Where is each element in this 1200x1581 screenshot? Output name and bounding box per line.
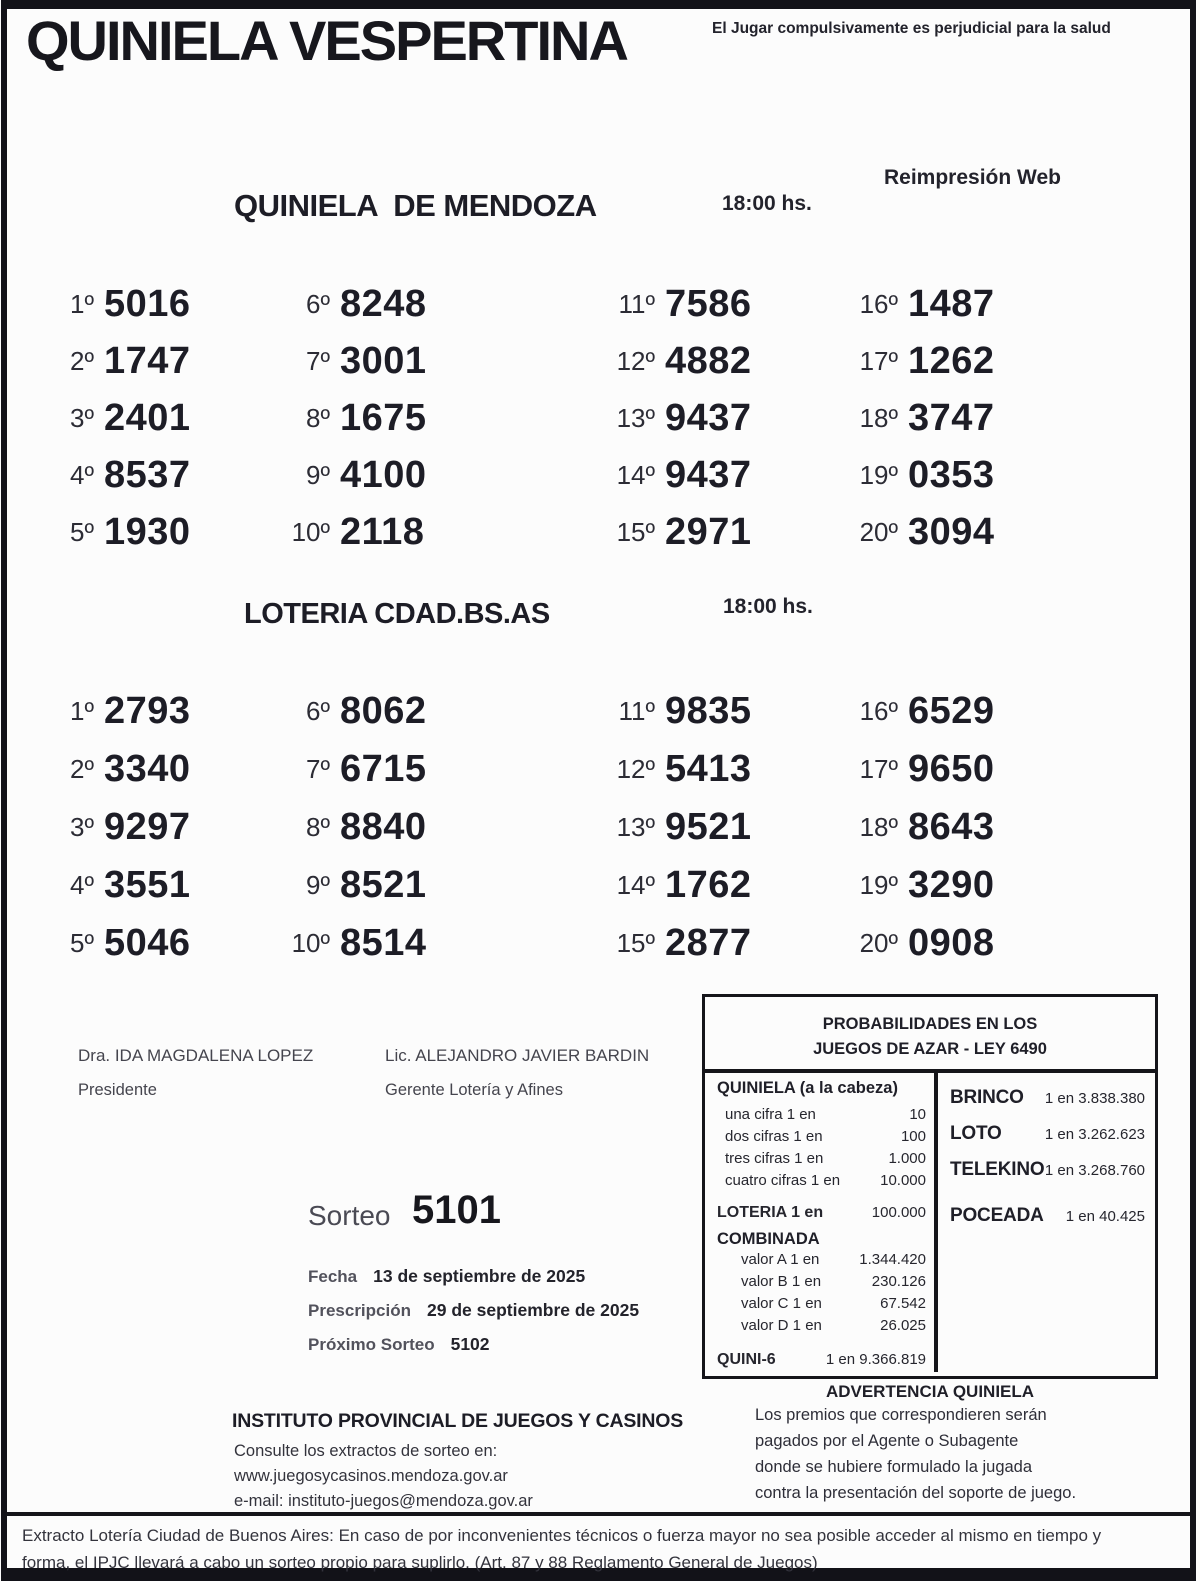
game-odds-value: 1 en 3.268.760	[1044, 1162, 1145, 1179]
result-item	[848, 740, 1088, 798]
quini6-odds-row	[717, 1349, 926, 1371]
odds-row	[717, 1104, 926, 1126]
odds-label: LOTERIA 1 en	[717, 1204, 824, 1221]
result-item	[605, 914, 848, 972]
official-president	[78, 1046, 313, 1100]
odds-value: 26.025	[880, 1317, 926, 1334]
result-number: 2118	[340, 511, 425, 553]
result-number: 1930	[104, 511, 191, 553]
result-number: 4882	[665, 340, 752, 382]
loteria-odds-row	[717, 1202, 926, 1224]
result-position: 18º	[859, 403, 898, 433]
result-position: 16º	[859, 289, 898, 319]
result-position: 8º	[306, 403, 330, 433]
result-number: 1675	[340, 397, 427, 439]
game-name: LOTO	[950, 1123, 1002, 1144]
result-item	[44, 856, 280, 914]
result-item	[848, 682, 1088, 740]
official-role: Presidente	[78, 1081, 157, 1099]
sorteo-number: 5101	[412, 1188, 501, 1232]
result-position: 7º	[306, 753, 330, 784]
game-odds-row	[950, 1159, 1145, 1181]
consulte-text: Consulte los extractos de sorteo en:	[234, 1442, 498, 1460]
mendoza-draw-time: 18:00 hs.	[722, 192, 812, 215]
result-position: 20º	[859, 517, 898, 547]
result-item	[848, 856, 1088, 914]
result-position: 5º	[70, 927, 94, 958]
result-position: 5º	[70, 517, 94, 547]
result-position: 6º	[306, 289, 330, 319]
result-position: 9º	[306, 460, 330, 490]
sorteo-label: Sorteo	[308, 1200, 391, 1231]
result-item	[44, 682, 280, 740]
result-number: 9650	[908, 747, 995, 790]
odds-value: 67.542	[880, 1295, 926, 1312]
reprint-web-label: Reimpresión Web	[884, 166, 1061, 189]
result-number: 3290	[908, 863, 995, 906]
advertencia-title: ADVERTENCIA QUINIELA	[825, 1382, 1035, 1401]
official-name: Dra. IDA MAGDALENA LOPEZ	[78, 1046, 314, 1065]
instituto-name: INSTITUTO PROVINCIAL DE JUEGOS Y CASINOS	[232, 1410, 684, 1432]
result-number: 8062	[340, 689, 427, 732]
odds-row	[717, 1126, 926, 1148]
proximo-sorteo-row	[308, 1334, 490, 1355]
result-number: 5046	[104, 921, 191, 964]
result-item	[848, 333, 1088, 390]
result-position: 6º	[306, 695, 330, 726]
result-number: 6715	[340, 747, 427, 790]
probabilities-box	[702, 994, 1158, 1379]
odds-label: dos cifras 1 en	[725, 1128, 823, 1145]
result-number: 1487	[908, 283, 995, 325]
result-number: 8840	[340, 805, 427, 848]
result-item	[605, 333, 848, 390]
result-item	[848, 276, 1088, 333]
result-number: 8537	[104, 454, 191, 496]
proximo-sorteo-label: Próximo Sorteo	[308, 1335, 435, 1354]
result-position: 10º	[291, 927, 330, 958]
odds-label: valor D 1 en	[741, 1317, 822, 1334]
official-name: Lic. ALEJANDRO JAVIER BARDIN	[385, 1046, 650, 1065]
bsas-section-title: LOTERIA CDAD.BS.AS	[244, 598, 550, 630]
result-position: 14º	[616, 869, 655, 900]
result-item	[44, 447, 280, 504]
odds-row	[717, 1271, 926, 1293]
odds-row	[717, 1148, 926, 1170]
result-item	[280, 504, 605, 561]
odds-label: QUINI-6	[717, 1351, 776, 1368]
result-item	[605, 682, 848, 740]
result-position: 17º	[859, 346, 898, 376]
fecha-row	[308, 1266, 585, 1287]
result-item	[280, 333, 605, 390]
result-number: 5016	[104, 283, 191, 325]
probabilities-title	[705, 997, 1155, 1073]
result-item	[605, 740, 848, 798]
odds-value: 1.000	[888, 1150, 926, 1167]
result-position: 9º	[306, 869, 330, 900]
prescripcion-label: Prescripción	[308, 1301, 411, 1320]
result-position: 7º	[306, 346, 330, 376]
odds-label: cuatro cifras 1 en	[725, 1172, 841, 1189]
result-number: 3094	[908, 511, 995, 553]
quiniela-odds-header: QUINIELA (a la cabeza)	[717, 1079, 898, 1097]
result-number: 0908	[908, 921, 995, 964]
game-name: POCEADA	[950, 1205, 1044, 1226]
advertencia-line: donde se hubiere formulado la jugada	[755, 1458, 1033, 1476]
mendoza-section-title: QUINIELA DE MENDOZA	[234, 188, 597, 223]
result-position: 1º	[70, 695, 94, 726]
odds-value: 10.000	[880, 1172, 926, 1189]
game-name: TELEKINO	[950, 1159, 1045, 1180]
odds-label: valor C 1 en	[741, 1295, 822, 1312]
prescripcion-row	[308, 1300, 639, 1321]
result-item	[848, 504, 1088, 561]
result-position: 12º	[616, 346, 655, 376]
result-position: 3º	[70, 811, 94, 842]
official-manager	[385, 1046, 649, 1100]
result-position: 19º	[859, 460, 898, 490]
result-item	[605, 504, 848, 561]
result-number: 1262	[908, 340, 995, 382]
game-odds-value: 1 en 3.262.623	[1044, 1126, 1145, 1143]
result-item	[280, 390, 605, 447]
result-item	[848, 390, 1088, 447]
result-position: 11º	[618, 695, 655, 726]
probabilities-body	[705, 1073, 1155, 1372]
result-position: 10º	[291, 517, 330, 547]
result-item	[280, 856, 605, 914]
result-item	[280, 276, 605, 333]
odds-row	[717, 1249, 926, 1271]
result-position: 13º	[616, 811, 655, 842]
result-position: 11º	[618, 289, 655, 319]
result-position: 18º	[859, 811, 898, 842]
game-odds-value: 1 en 40.425	[1065, 1208, 1145, 1225]
result-number: 7586	[665, 283, 752, 325]
result-item	[605, 856, 848, 914]
result-number: 8514	[340, 921, 427, 964]
advertencia-line: pagados por el Agente o Subagente	[755, 1432, 1019, 1450]
game-odds-row	[950, 1123, 1145, 1145]
footer-divider	[7, 1512, 1190, 1516]
result-item	[44, 740, 280, 798]
result-number: 2401	[104, 397, 191, 439]
odds-value: 1 en 9.366.819	[825, 1351, 926, 1368]
result-item	[44, 504, 280, 561]
advertencia-line: Los premios que correspondieren serán	[755, 1406, 1047, 1424]
fecha-label: Fecha	[308, 1267, 358, 1286]
probabilities-title-line1: PROBABILIDADES EN LOS	[822, 1015, 1038, 1033]
result-position: 2º	[70, 346, 94, 376]
result-position: 12º	[616, 753, 655, 784]
result-number: 9437	[665, 454, 752, 496]
result-item	[605, 798, 848, 856]
result-number: 1762	[665, 863, 752, 906]
bsas-results-grid	[44, 682, 1088, 972]
footer-disclaimer	[22, 1522, 1172, 1576]
advertencia-text	[755, 1404, 1175, 1508]
result-item	[280, 798, 605, 856]
result-number: 4100	[340, 454, 427, 496]
odds-value: 100	[900, 1128, 926, 1145]
game-odds-row	[950, 1205, 1145, 1227]
result-number: 3747	[908, 397, 995, 439]
result-item	[605, 390, 848, 447]
footer-line: Extracto Lotería Ciudad de Buenos Aires: En caso de por inconvenientes técnicos o fuerza mayor no sea posible acceder al mismo en tiempo y	[22, 1526, 1102, 1545]
result-position: 16º	[859, 695, 898, 726]
result-number: 9521	[665, 805, 752, 848]
odds-row	[717, 1315, 926, 1337]
fecha-value: 13 de septiembre de 2025	[373, 1266, 586, 1286]
result-item	[848, 914, 1088, 972]
result-item	[605, 276, 848, 333]
advertencia-line: contra la presentación del soporte de juego.	[755, 1484, 1077, 1502]
email-address: e-mail: instituto-juegos@mendoza.gov.ar	[234, 1492, 533, 1510]
bsas-draw-time: 18:00 hs.	[723, 595, 813, 618]
result-number: 8521	[340, 863, 427, 906]
result-item	[280, 682, 605, 740]
result-number: 3001	[340, 340, 427, 382]
result-number: 2877	[665, 921, 752, 964]
proximo-sorteo-value: 5102	[450, 1334, 490, 1354]
result-number: 9835	[665, 689, 752, 732]
result-position: 1º	[70, 289, 94, 319]
result-item	[44, 276, 280, 333]
result-item	[280, 740, 605, 798]
website-url: www.juegosycasinos.mendoza.gov.ar	[234, 1467, 508, 1485]
odds-value: 230.126	[871, 1273, 926, 1290]
result-number: 6529	[908, 689, 995, 732]
result-position: 4º	[70, 869, 94, 900]
result-item	[605, 447, 848, 504]
odds-label: tres cifras 1 en	[725, 1150, 824, 1167]
result-number: 2793	[104, 689, 191, 732]
combinada-odds-rows	[717, 1249, 926, 1337]
result-number: 1747	[104, 340, 191, 382]
result-position: 2º	[70, 753, 94, 784]
result-number: 8643	[908, 805, 995, 848]
result-number: 2971	[665, 511, 752, 553]
prescripcion-value: 29 de septiembre de 2025	[427, 1300, 640, 1320]
result-position: 14º	[616, 460, 655, 490]
result-item	[280, 914, 605, 972]
game-odds-value: 1 en 3.838.380	[1044, 1090, 1145, 1107]
result-item	[848, 798, 1088, 856]
probabilities-title-line2: JUEGOS DE AZAR - LEY 6490	[813, 1039, 1047, 1058]
result-number: 5413	[665, 747, 752, 790]
odds-label: una cifra 1 en	[725, 1106, 816, 1123]
mendoza-results-grid	[44, 276, 1088, 561]
result-item	[848, 447, 1088, 504]
page-title: QUINIELA VESPERTINA	[26, 9, 627, 72]
odds-value: 100.000	[871, 1204, 926, 1221]
probabilities-left-pane	[705, 1073, 938, 1372]
health-warning: El Jugar compulsivamente es perjudicial para la salud	[712, 20, 1111, 37]
result-position: 17º	[859, 753, 898, 784]
result-number: 9297	[104, 805, 191, 848]
result-item	[44, 333, 280, 390]
result-position: 15º	[616, 927, 655, 958]
result-position: 19º	[859, 869, 898, 900]
result-item	[44, 914, 280, 972]
result-number: 9437	[665, 397, 752, 439]
odds-value: 1.344.420	[859, 1251, 926, 1268]
result-position: 20º	[859, 927, 898, 958]
result-position: 15º	[616, 517, 655, 547]
game-odds-row	[950, 1087, 1145, 1109]
game-name: BRINCO	[950, 1087, 1024, 1108]
result-position: 3º	[70, 403, 94, 433]
quiniela-odds-rows	[717, 1104, 926, 1192]
combinada-odds-header: COMBINADA	[717, 1230, 820, 1248]
result-position: 13º	[616, 403, 655, 433]
result-position: 4º	[70, 460, 94, 490]
result-item	[44, 390, 280, 447]
probabilities-right-pane	[938, 1073, 1155, 1372]
odds-label: valor A 1 en	[741, 1251, 820, 1268]
result-number: 3340	[104, 747, 191, 790]
result-item	[44, 798, 280, 856]
result-number: 0353	[908, 454, 995, 496]
footer-line: forma, el IPJC llevará a cabo un sorteo propio para suplirlo. (Art. 87 y 88 Reglamento General de Juegos)	[22, 1553, 818, 1572]
odds-value: 10	[909, 1106, 926, 1123]
odds-row	[717, 1170, 926, 1192]
result-item	[280, 447, 605, 504]
official-role: Gerente Lotería y Afines	[385, 1081, 563, 1099]
odds-label: valor B 1 en	[741, 1273, 822, 1290]
result-position: 8º	[306, 811, 330, 842]
odds-row	[717, 1293, 926, 1315]
result-number: 3551	[104, 863, 191, 906]
result-number: 8248	[340, 283, 427, 325]
